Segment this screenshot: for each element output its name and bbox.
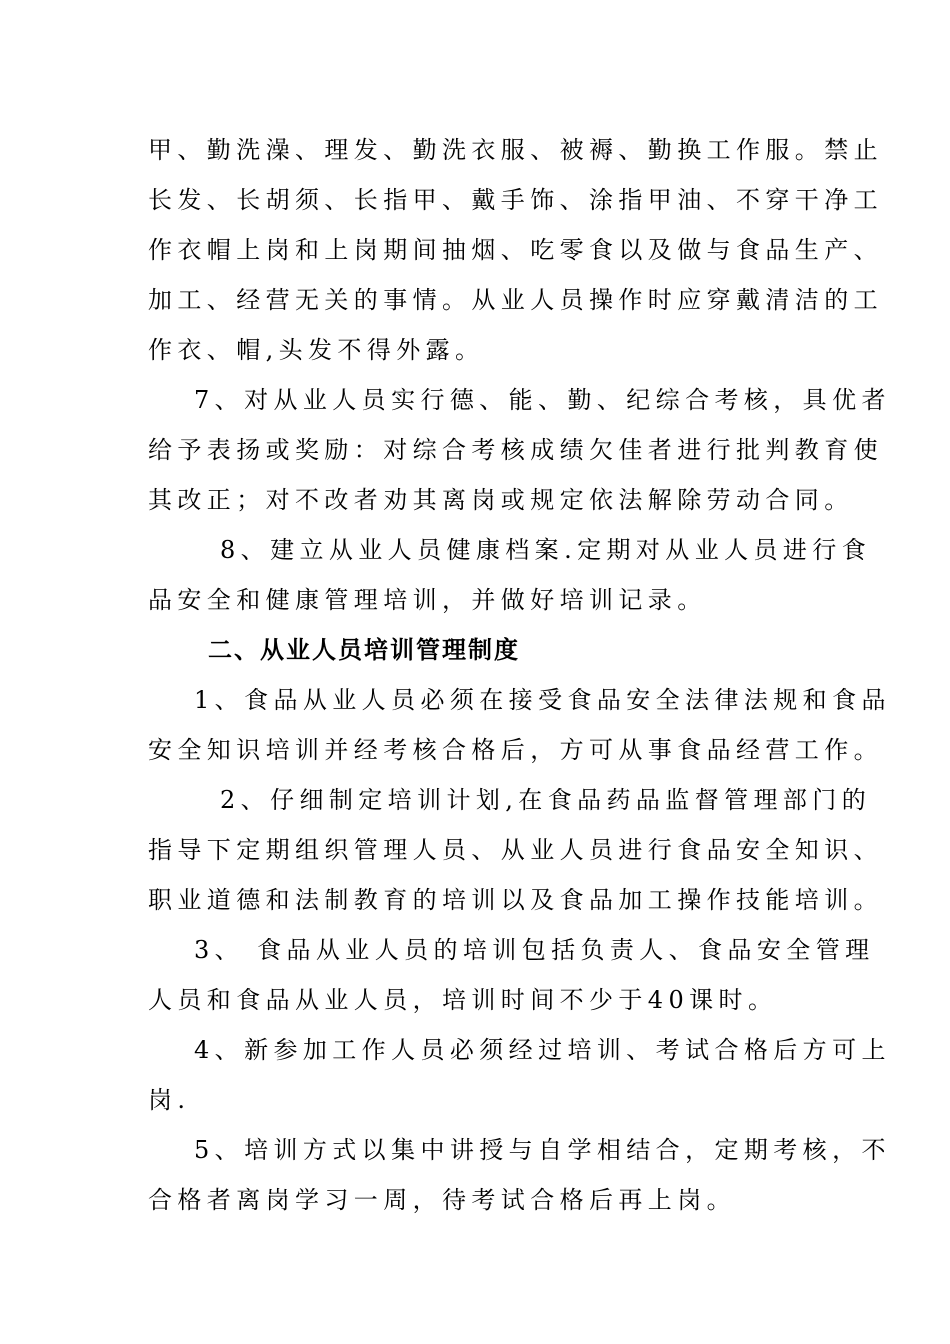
paragraph-line: 作衣、帽,头发不得外露。 [148,336,485,364]
paragraph-line: 岗. [148,1086,191,1114]
paragraph-line: 其改正；对不改者劝其离岗或规定依法解除劳动合同。 [148,486,854,514]
paragraph-line: 安全知识培训并经考核合格后，方可从事食品经营工作。 [148,736,883,764]
paragraph-line: 7、对从业人员实行德、能、勤、纪综合考核，具优者 [194,386,891,414]
paragraph-line: 甲、勤洗澡、理发、勤洗衣服、被褥、勤换工作服。禁止 [148,136,883,164]
section-heading: 二、从业人员培训管理制度 [208,635,520,664]
paragraph-line: 人员和食品从业人员，培训时间不少于40课时。 [148,986,778,1014]
paragraph-line: 4、新参加工作人员必须经过培训、考试合格后方可上 [194,1036,891,1064]
paragraph-line: 职业道德和法制教育的培训以及食品加工操作技能培训。 [148,886,883,914]
paragraph-line: 2、仔细制定培训计划,在食品药品监督管理部门的 [220,786,872,814]
paragraph-line: 长发、长胡须、长指甲、戴手饰、涂指甲油、不穿干净工 [148,186,883,214]
paragraph-line: 合格者离岗学习一周，待考试合格后再上岗。 [148,1186,736,1214]
paragraph-line: 品安全和健康管理培训，并做好培训记录。 [148,586,707,614]
paragraph-line: 加工、经营无关的事情。从业人员操作时应穿戴清洁的工 [148,286,883,314]
paragraph-line: 1、食品从业人员必须在接受食品安全法律法规和食品 [194,686,891,714]
paragraph-line: 3、 食品从业人员的培训包括负责人、食品安全管理 [194,936,875,964]
paragraph-line: 作衣帽上岗和上岗期间抽烟、吃零食以及做与食品生产、 [148,236,883,264]
paragraph-line: 给予表扬或奖励：对综合考核成绩欠佳者进行批判教育使 [148,436,883,464]
paragraph-line: 8、建立从业人员健康档案.定期对从业人员进行食 [220,536,872,564]
paragraph-line: 5、培训方式以集中讲授与自学相结合，定期考核，不 [194,1136,891,1164]
paragraph-line: 指导下定期组织管理人员、从业人员进行食品安全知识、 [148,836,883,864]
